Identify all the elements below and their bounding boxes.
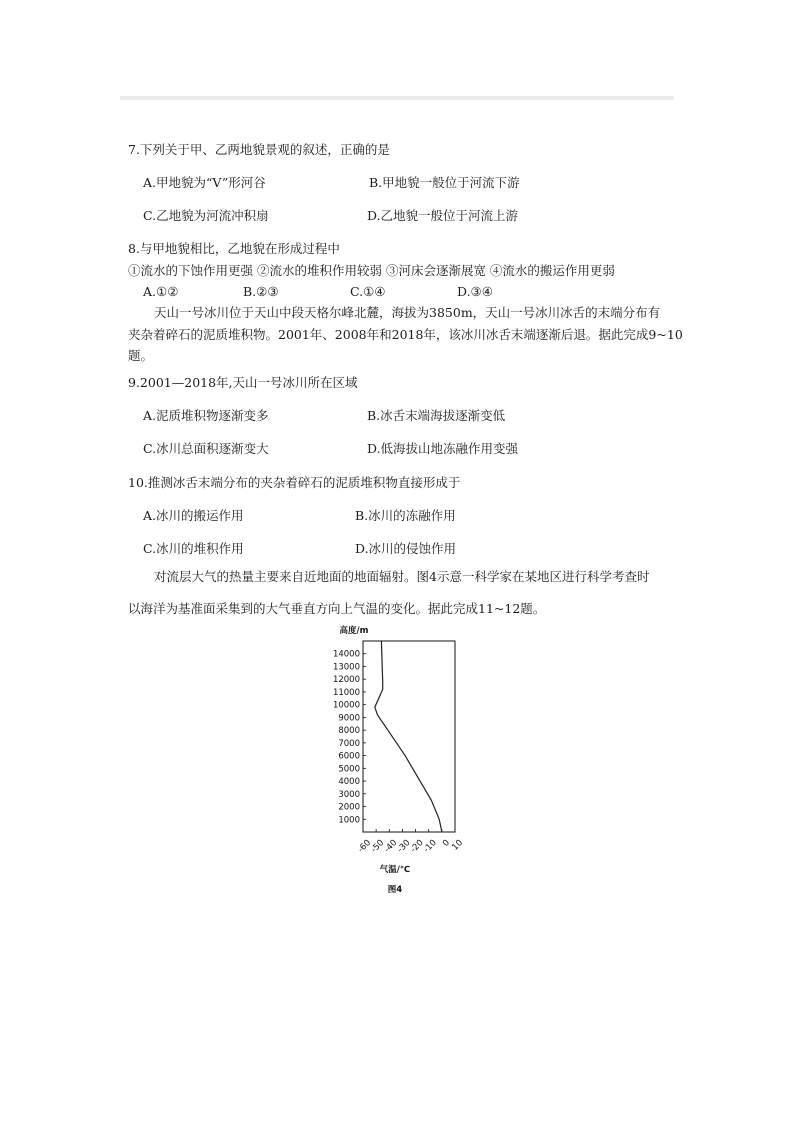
question-7-option-c: C.乙地貌为河流冲积扇 — [143, 208, 269, 223]
y-tick-label: 3000 — [338, 789, 360, 800]
y-tick-label: 1000 — [338, 815, 360, 826]
question-9-stem: 9.2001—2018年,天山一号冰川所在区域 — [128, 375, 358, 390]
x-tick-label: -60 — [356, 838, 374, 855]
header-rule — [120, 96, 674, 100]
y-tick-label: 2000 — [338, 802, 360, 813]
y-tick-label: 13000 — [332, 662, 360, 673]
passage-1-line-1: 天山一号冰川位于天山中段天格尔峰北麓，海拔为3850m，天山一号冰川冰舌的末端分布有 — [154, 305, 661, 320]
x-tick-label: 0 — [441, 838, 452, 849]
question-8-stem: 8.与甲地貌相比，乙地貌在形成过程中 — [128, 241, 340, 256]
figure-4-chart — [318, 620, 478, 910]
passage-1-line-3: 题。 — [128, 348, 154, 363]
passage-2-line-1: 对流层大气的热量主要来自近地面的地面辐射。图4示意一科学家在某地区进行科学考查时 — [154, 569, 650, 584]
temperature-altitude-chart — [318, 620, 478, 910]
x-tick-label: -20 — [408, 838, 426, 855]
question-8-option-d: D.③④ — [457, 284, 493, 299]
question-8-option-b: B.②③ — [243, 284, 279, 299]
question-8-option-c: C.①④ — [350, 284, 386, 299]
question-7-stem: 7.下列关于甲、乙两地貌景观的叙述，正确的是 — [128, 142, 390, 157]
question-10-stem: 10.推测冰舌末端分布的夹杂着碎石的泥质堆积物直接形成于 — [128, 475, 461, 490]
y-axis-ticks — [333, 650, 366, 826]
y-tick-label: 4000 — [338, 777, 360, 788]
question-8-option-a: A.①② — [143, 284, 179, 299]
y-tick-label: 11000 — [332, 687, 360, 698]
x-tick-label: 10 — [450, 838, 466, 853]
x-tick-label: -30 — [395, 838, 413, 855]
plot-frame — [363, 641, 455, 832]
question-9-option-c: C.冰川总面积逐渐变大 — [143, 441, 269, 456]
y-axis-title: 高度/m — [339, 626, 369, 636]
y-tick-label: 9000 — [338, 713, 360, 724]
question-9-option-d: D.低海拔山地冻融作用变强 — [367, 441, 519, 456]
question-10-option-d: D.冰川的侵蚀作用 — [355, 541, 457, 556]
x-tick-label: -40 — [382, 838, 400, 855]
x-axis-title: 气温/℃ — [379, 865, 411, 875]
figure-caption: 图4 — [387, 885, 403, 895]
x-tick-label: -10 — [421, 838, 439, 855]
question-7-option-d: D.乙地貌一般位于河流上游 — [367, 208, 519, 223]
y-tick-label: 5000 — [338, 764, 360, 775]
question-7-option-a: A.甲地貌为“V”形河谷 — [143, 175, 266, 190]
question-10-option-a: A.冰川的搬运作用 — [143, 508, 244, 523]
x-axis-ticks — [356, 829, 465, 855]
y-tick-label: 7000 — [338, 738, 360, 749]
passage-2-line-2: 以海洋为基准面采集到的大气垂直方向上气温的变化。据此完成11~12题。 — [128, 601, 546, 616]
question-9-option-a: A.泥质堆积物逐渐变多 — [143, 408, 269, 423]
question-9-option-b: B.冰舌末端海拔逐渐变低 — [367, 408, 506, 423]
question-8-items: ①流水的下蚀作用更强 ②流水的堆积作用较弱 ③河床会逐渐展宽 ④流水的搬运作用更弱 — [128, 263, 615, 278]
y-tick-label: 8000 — [338, 726, 360, 737]
y-tick-label: 10000 — [332, 700, 360, 711]
question-10-option-c: C.冰川的堆积作用 — [143, 541, 244, 556]
passage-1-line-2: 夹杂着碎石的泥质堆积物。2001年、2008年和2018年，该冰川冰舌末端逐渐后退。据此完成9~10 — [128, 327, 683, 342]
temperature-profile-line — [375, 641, 442, 832]
y-tick-label: 14000 — [332, 649, 360, 660]
x-tick-label: -50 — [369, 838, 387, 855]
question-7-option-b: B.甲地貌一般位于河流下游 — [369, 175, 520, 190]
question-10-option-b: B.冰川的冻融作用 — [355, 508, 456, 523]
y-tick-label: 12000 — [332, 675, 360, 686]
y-tick-label: 6000 — [338, 751, 360, 762]
